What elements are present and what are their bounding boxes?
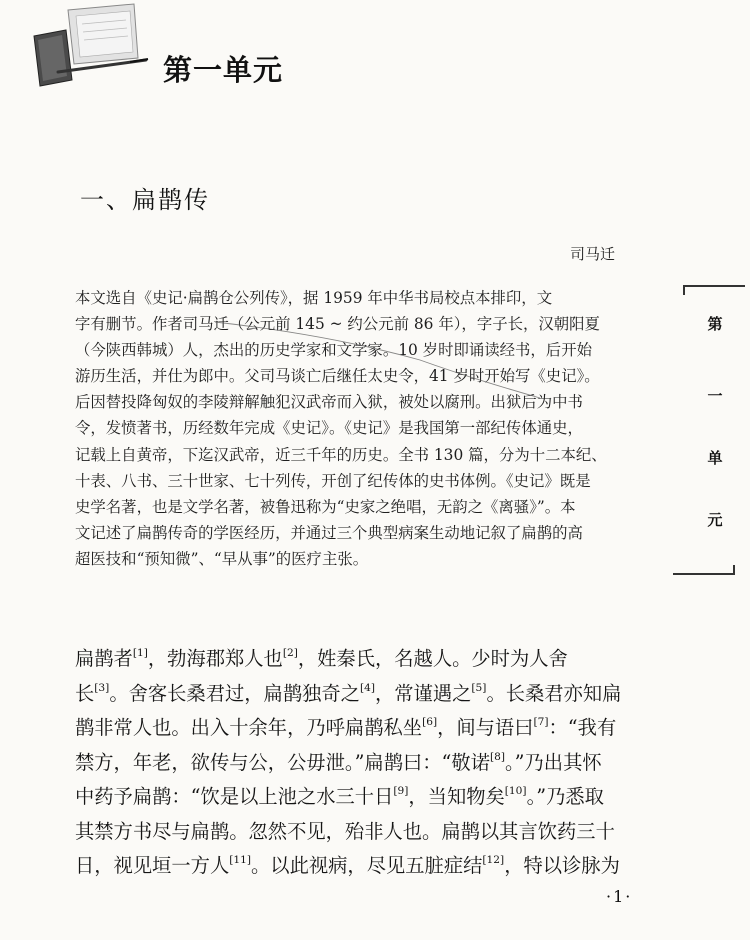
footnote-marker: [10] <box>504 783 527 797</box>
side-tab-char: 一 <box>707 387 723 405</box>
footnote-marker: [3] <box>94 680 110 694</box>
text-segment: ，特以诊脉为 <box>504 854 620 877</box>
text-segment: 鹊非常人也。出入十余年，乃呼扁鹊私坐 <box>75 716 423 739</box>
text-segment: ，当知物矣 <box>408 785 505 808</box>
intro-line: 游历生活，并仕为郎中。父司马谈亡后继任太史令，41 岁时开始写《史记》。 <box>75 367 600 386</box>
text-segment: 扁鹊者 <box>75 647 133 670</box>
text-segment: 其禁方书尽与扁鹊。忽然不见，殆非人也。扁鹊以其言饮药三十 <box>75 819 615 843</box>
text-line <box>75 780 667 815</box>
text-segment: 禁方，年老，欲传与公，公毋泄。”扁鹊曰：“敬诺 <box>75 750 490 774</box>
footnote-marker: [2] <box>282 645 298 659</box>
tab-bracket-top <box>683 285 745 295</box>
footnote-marker: [6] <box>422 714 438 728</box>
footnote-marker: [11] <box>229 852 252 866</box>
main-text-paragraph <box>75 642 667 884</box>
page-number: ·1· <box>606 887 633 906</box>
text-segment: 。以此视病，尽见五脏症结 <box>251 854 483 877</box>
intro-line: 文记述了扁鹊传奇的学医经历，并通过三个典型病案生动地记叙了扁鹊的高 <box>75 523 583 542</box>
corner-scroll-illustration <box>30 2 150 87</box>
footnote-marker: [12] <box>482 852 505 866</box>
text-line <box>75 815 667 850</box>
intro-line: 十表、八书、三十世家、七十列传，开创了纪传体的史书体例。《史记》既是 <box>75 471 591 490</box>
intro-paragraph <box>75 285 667 572</box>
side-tab-char: 第 <box>707 315 723 333</box>
footnote-marker: [7] <box>533 714 549 728</box>
text-line <box>75 711 667 746</box>
unit-title: 第一单元 <box>163 53 284 87</box>
text-segment: 。舍客长桑君过，扁鹊独奇之 <box>109 681 360 705</box>
text-line <box>75 746 667 781</box>
text-segment: 日，视见垣一方人 <box>75 854 230 877</box>
text-segment: ，常谨遇之 <box>375 681 472 705</box>
text-line <box>75 849 667 884</box>
intro-line: 令，发愤著书，历经数年完成《史记》。《史记》是我国第一部纪传体通史， <box>75 419 583 438</box>
intro-line: 超医技和“预知微”、“早从事”的医疗主张。 <box>75 549 369 568</box>
intro-line: 史学名著，也是文学名著，被鲁迅称为“史家之绝唱，无韵之《离骚》”。本 <box>75 497 576 516</box>
footnote-marker: [4] <box>359 680 375 694</box>
footnote-marker: [1] <box>132 645 148 659</box>
side-tab-char: 元 <box>707 511 723 529</box>
footnote-marker: [5] <box>471 680 487 694</box>
side-chapter-tab <box>683 285 745 575</box>
text-line <box>75 677 667 712</box>
text-segment: ，间与语曰 <box>437 716 534 739</box>
intro-line: 字有删节。作者司马迁（公元前 145 ~ 约公元前 86 年），字子长，汉朝阳夏 <box>75 315 600 334</box>
text-segment: ，姓秦氏，名越人。少时为人舍 <box>297 647 568 670</box>
tab-bracket-bottom <box>673 565 735 575</box>
intro-line: 本文选自《史记·扁鹊仓公列传》，据 1959 年中华书局校点本排印，文 <box>75 289 553 307</box>
footnote-marker: [9] <box>393 783 409 797</box>
text-segment: 中药予扁鹊：“饮是以上池之水三十日 <box>75 785 394 808</box>
side-tab-char: 单 <box>707 449 723 467</box>
author-name: 司马迁 <box>570 245 616 263</box>
text-segment: 。”乃出其怀 <box>505 750 602 774</box>
intro-line: 记载上自黄帝，下迄汉武帝，近三千年的历史。全书 130 篇，分为十二本纪、 <box>75 445 607 464</box>
text-line <box>75 642 667 677</box>
text-segment: 长 <box>75 681 95 705</box>
intro-line: （今陕西韩城）人，杰出的历史学家和文学家。10 岁时即诵读经书，后开始 <box>75 341 592 360</box>
intro-line: 后因替投降匈奴的李陵辩解触犯汉武帝而入狱，被处以腐刑。出狱后为中书 <box>75 393 583 412</box>
text-segment: 。长桑君亦知扁 <box>486 681 622 705</box>
lesson-title: 一、扁鹊传 <box>80 186 210 214</box>
footnote-marker: [8] <box>489 749 506 763</box>
text-segment: ，勃海郡郑人也 <box>147 647 283 670</box>
text-segment: ：“我有 <box>548 716 617 739</box>
text-segment: 。”乃悉取 <box>526 785 604 808</box>
